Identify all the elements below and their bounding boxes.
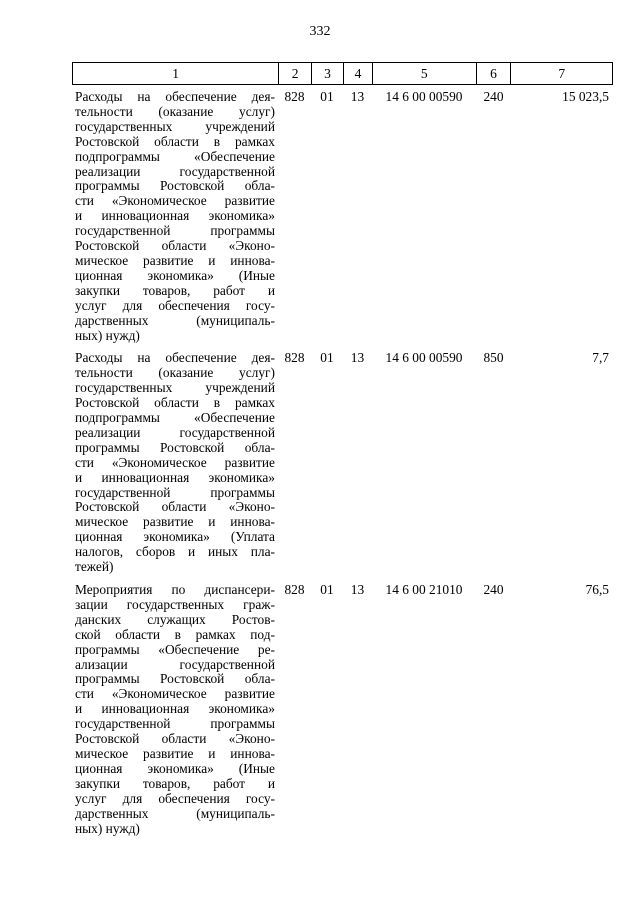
row-description — [72, 90, 278, 343]
description-line: дарственных (муниципаль- — [75, 805, 275, 821]
ministry-code: 828 — [284, 350, 305, 366]
subsection-code: 13 — [350, 89, 365, 104]
header-col-2: 2 — [278, 63, 311, 84]
description-line: и инновационная экономика» — [75, 701, 275, 717]
description-line: и инновационная экономика» — [75, 469, 275, 485]
header-col-3: 3 — [311, 63, 343, 84]
description-line: Мероприятия по диспансери- — [75, 582, 275, 597]
description-line: программы Ростовской обла- — [75, 178, 275, 194]
subsection-code: 13 — [350, 350, 365, 366]
expense-type-code: 850 — [483, 350, 504, 366]
amount-value: 15 023,5 — [562, 89, 609, 104]
description-line: мическое развитие и иннова- — [75, 514, 275, 530]
ministry-code: 828 — [284, 89, 305, 104]
table-header-row — [72, 62, 613, 85]
target-article-code: 14 6 00 00590 — [385, 350, 463, 366]
row-description — [72, 351, 278, 575]
table-row — [72, 351, 613, 575]
ministry-code: 828 — [284, 582, 305, 597]
description-line: услуг для обеспечения госу- — [75, 297, 275, 313]
section-code: 01 — [320, 350, 334, 366]
description-line: программы Ростовской обла- — [75, 671, 275, 687]
description-line: Расходы на обеспечение дея- — [75, 350, 275, 366]
description-line: Ростовской области «Эконо- — [75, 238, 275, 254]
budget-table — [72, 62, 613, 836]
description-line: мическое развитие и иннова- — [75, 252, 275, 268]
description-line: Ростовской области «Эконо- — [75, 731, 275, 747]
description-line: Расходы на обеспечение дея- — [75, 89, 275, 104]
expense-type-code: 240 — [483, 582, 504, 597]
description-line: Ростовской области «Эконо- — [75, 499, 275, 515]
description-line: закупки товаров, работ и — [75, 775, 275, 791]
description-line: ализации государственной — [75, 656, 275, 672]
description-line: мическое развитие и иннова- — [75, 745, 275, 761]
row-description — [72, 583, 278, 836]
header-col-5: 5 — [372, 63, 476, 84]
description-line: государственной программы — [75, 223, 275, 239]
description-line: налогов, сборов и иных пла- — [75, 544, 275, 560]
description-line: тельности (оказание услуг) — [75, 365, 275, 381]
description-line: закупки товаров, работ и — [75, 282, 275, 298]
description-line: ционная экономика» (Уплата — [75, 529, 275, 545]
description-line: реализации государственной — [75, 424, 275, 440]
description-line: государственной программы — [75, 484, 275, 500]
description-line: ных) нужд) — [75, 820, 140, 836]
description-line: ных) нужд) — [75, 327, 140, 343]
description-line: государственных учреждений — [75, 380, 275, 396]
description-line: тежей) — [75, 559, 114, 575]
description-line: сти «Экономическое развитие — [75, 686, 275, 702]
description-line: реализации государственной — [75, 163, 275, 179]
header-col-7: 7 — [510, 63, 612, 84]
description-line: программы «Обеспечение ре- — [75, 641, 275, 657]
table-row — [72, 90, 613, 343]
table-body — [72, 90, 613, 836]
section-code: 01 — [320, 582, 334, 597]
table-row — [72, 583, 613, 836]
expense-type-code: 240 — [483, 89, 504, 104]
description-line: государственных учреждений — [75, 118, 275, 134]
description-line: программы Ростовской обла- — [75, 439, 275, 455]
target-article-code: 14 6 00 21010 — [385, 582, 463, 597]
description-line: ционная экономика» (Иные — [75, 267, 275, 283]
description-line: данских служащих Ростов- — [75, 611, 275, 627]
description-line: тельности (оказание услуг) — [75, 103, 275, 119]
section-code: 01 — [320, 89, 334, 104]
description-line: ской области в рамках под- — [75, 626, 275, 642]
description-line: подпрограммы «Обеспечение — [75, 148, 275, 164]
description-line: ционная экономика» (Иные — [75, 760, 275, 776]
amount-value: 7,7 — [592, 350, 609, 366]
description-line: Ростовской области в рамках — [75, 395, 275, 411]
target-article-code: 14 6 00 00590 — [385, 89, 463, 104]
header-col-4: 4 — [343, 63, 372, 84]
description-line: услуг для обеспечения госу- — [75, 790, 275, 806]
description-line: подпрограммы «Обеспечение — [75, 410, 275, 426]
header-col-1: 1 — [172, 65, 179, 81]
header-col-6: 6 — [476, 63, 511, 84]
page-number: 332 — [309, 24, 331, 39]
description-line: зации государственных граж- — [75, 596, 275, 612]
subsection-code: 13 — [350, 582, 365, 597]
description-line: сти «Экономическое развитие — [75, 454, 275, 470]
amount-value: 76,5 — [585, 582, 609, 597]
description-line: и инновационная экономика» — [75, 208, 275, 224]
description-line: сти «Экономическое развитие — [75, 193, 275, 209]
description-line: государственной программы — [75, 716, 275, 732]
description-line: дарственных (муниципаль- — [75, 312, 275, 328]
description-line: Ростовской области в рамках — [75, 133, 275, 149]
